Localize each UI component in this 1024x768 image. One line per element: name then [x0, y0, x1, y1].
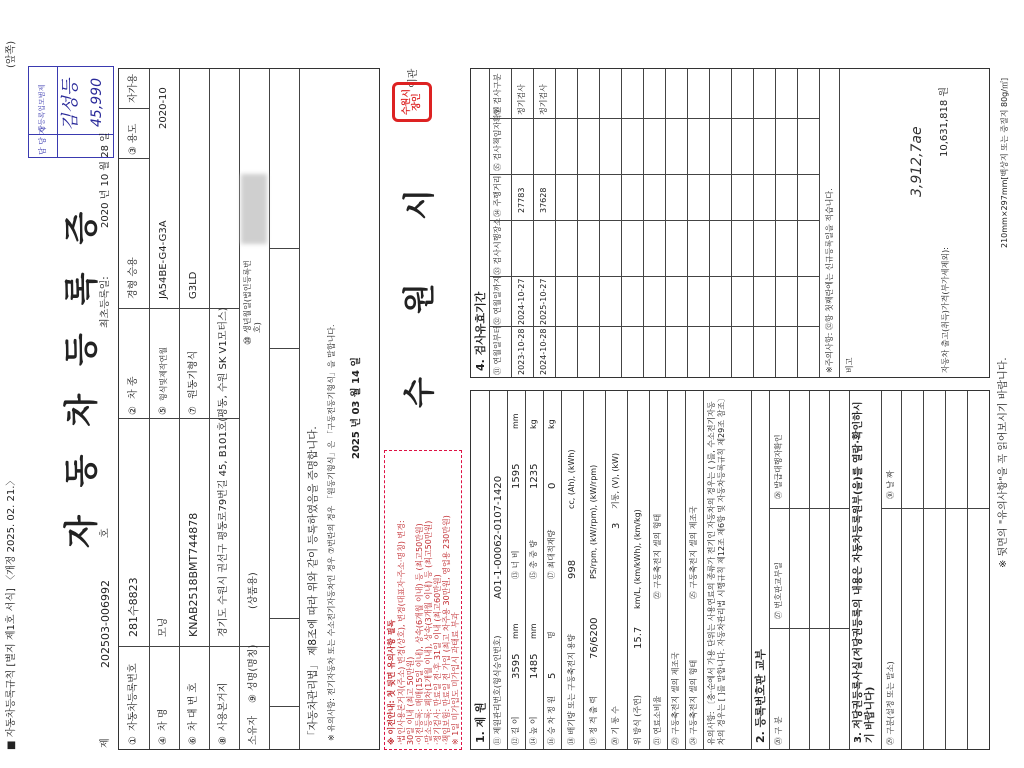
spec-label-length: ⑫ 길 이	[511, 716, 520, 745]
field-no-9: ⑨	[248, 694, 259, 703]
approval-label: ⑪ 제원관리번호(형식승인번호)	[493, 635, 502, 745]
document-title: 자 동 차 등 록 증	[62, 203, 102, 548]
spec-label-max-load: ⑰ 최대적재량	[547, 529, 556, 579]
spec-section-title: 1. 제 원	[474, 702, 487, 743]
field-value-base-location: 경기도 수원시 권선구 평동로79번길 45, B101호(평동, 수원 SK V1모터스)	[218, 307, 229, 637]
spec-label-displacement: ⑱ 배기량 또는 구동축전지 용량	[567, 634, 576, 745]
spec-unit-cylinders: 기통, (V), (kW)	[611, 452, 620, 509]
spec-value-length: 3595	[511, 653, 522, 679]
spec-label-height: ⑭ 높 이	[529, 716, 538, 745]
spec-unit-width: mm	[511, 413, 520, 429]
field-value-vehicle-type: 경형 승용	[128, 257, 139, 299]
manager-role-label: 담 당 자	[38, 126, 47, 155]
inspection-row-to: 2025-10-27	[539, 278, 548, 325]
field-label-usage: 용도	[128, 123, 139, 143]
price-label: 자동차 출고(취득)가격(부가세제외):	[941, 247, 950, 373]
issuer-transfer-mark: 이관	[408, 68, 419, 88]
plate-col-type: ⑳ 구 분	[774, 716, 783, 745]
inspection-header-mileage: ㉞ 주행거리	[493, 175, 502, 217]
spec-unit-power: PS/rpm, (kW/rpm), (kW/rpm)	[589, 464, 598, 579]
spec-label-cylinders: ⑳ 기 통 수	[611, 706, 620, 745]
field-label-birth-date: 생년월일(법인등록번호)	[243, 260, 262, 333]
field-value-owner-name: (상품용)	[248, 572, 259, 609]
field-value-plate-number: 281수8823	[127, 577, 140, 637]
plate-col-issue-date: ㉗ 번호판교부일	[774, 562, 783, 619]
inspection-row-kind: 정기검사	[539, 84, 548, 115]
paper-spec: 210mm×297mm[백상지 또는 중질지 80g/㎡]	[1000, 77, 1009, 248]
spec-unit-gross-weight: kg	[529, 419, 538, 429]
spec-unit-seats: 명	[547, 631, 556, 639]
issuer-name: 수 원 시	[400, 162, 438, 408]
spec-label-cell-type: ㉔ 구동축전지 셀의 형태	[689, 659, 698, 745]
manager-number: 45,990	[89, 78, 105, 127]
field-value-usage: 자가용	[128, 74, 139, 103]
transfer-notice-box	[384, 450, 462, 750]
transfer-notice-line: 30일 이내 (최고 50만원)	[406, 656, 415, 745]
spec-section	[470, 390, 990, 750]
spec-value-power: 76/6200	[589, 617, 600, 659]
field-label-base-location: 사용본거지	[218, 682, 229, 731]
doc-number: 202503-006992	[99, 580, 112, 668]
field-label-engine-type: 원동기형식	[188, 350, 199, 399]
mortgage-col-date: ㉚ 날 짜	[886, 470, 895, 499]
spec-label-gross-weight: ⑮ 총 중 량	[529, 540, 538, 579]
inspection-row-mileage: 27783	[517, 187, 526, 213]
vehicle-info-table	[118, 68, 380, 750]
spec-value-max-load: 0	[547, 482, 558, 489]
inspection-row-kind: 정기검사	[517, 84, 526, 115]
spec-label-seats: ⑯ 승 차 정 원	[547, 695, 556, 745]
mortgage-col-type: ㉙ 구분(설정 또는 말소)	[886, 661, 895, 745]
inspection-row-to: 2024-10-27	[517, 278, 526, 325]
field-value-model-name: 모닝	[158, 617, 169, 637]
inspection-row-from: 2023-10-28	[517, 328, 526, 375]
first-registration-date: 2020 년 10 월 28 일	[100, 132, 111, 228]
manager-dept-label: 상등록업모범제	[38, 84, 46, 132]
transfer-notice-line: ※ 1일 미가입도 미가입시 과태료 부과	[451, 612, 460, 745]
spec-note: 유의사항: 〔충·순에서 가용 단위는 사용연료의 종류가 전기인 자동차의 경우는 ( )를, 수소전기자동차의 경우는 [ ]를 말합니다. 자동차관리법 시행규칙 제12조 제6항 및 자동차등록규칙 제29조 참조〕	[707, 394, 726, 745]
spec-value-height: 1485	[529, 653, 540, 679]
spec-label-cell-maker: ㉓ 구동축전지 셀의 제조국	[671, 652, 680, 745]
spec-value-gross-weight: 1235	[529, 463, 540, 489]
field-no-7: ⑦	[188, 406, 199, 415]
transfer-notice-line: ·정기검사: 만료일 전·후 31일 이내 (최고60만원)	[433, 574, 442, 745]
rule-reference: ■ 자동차등록규칙 [별지 제1호 서식] 〈개정 2025. 02. 21.〉	[6, 475, 17, 750]
field-no-1: ①	[128, 736, 139, 745]
transfer-notice-title: ※ 이전안내: 첫 뒷면 유의사항 필독	[387, 619, 396, 745]
inspection-header-from: ㉛ 연월일부터	[493, 325, 502, 375]
spec-label-power: ⑲ 정 격 출 력	[589, 695, 598, 745]
field-label-vin: 차 대 번 호	[188, 682, 199, 731]
field-value-manufacture-date: 2020-10	[158, 87, 169, 129]
transfer-notice-line: ·법인사용본거지(주소) 변경(상호), 변경(대표자·주소·명칭) 변경:	[397, 520, 406, 745]
doc-number-label: 제	[100, 738, 111, 748]
spec-label-cell-shape: ㉕ 구동축전지 셀의 제조국	[689, 506, 698, 599]
field-no-4: ④	[158, 736, 169, 745]
inspection-section	[470, 68, 990, 378]
spec-unit-fuel: km/L, (km/kWh), (km/kg)	[633, 509, 642, 609]
handwritten-note: 3,912,7ae	[909, 126, 925, 197]
field-label-model-type: 형식및제작연월	[159, 346, 168, 401]
inspection-note: ※주의사항: ㉜항 첫째란에는 신규등록일을 적습니다.	[825, 188, 834, 373]
issue-date: 2025 년 03 월 14 일	[351, 356, 362, 459]
spec-value-seats: 5	[547, 672, 558, 679]
field-no-6: ⑥	[188, 736, 199, 745]
inspection-row-mileage: 37628	[539, 187, 548, 213]
plate-col-agent: ㉘ 발급대행자확인	[774, 434, 783, 499]
approval-number: A01-1-00062-0107-1420	[493, 475, 504, 599]
field-no-5: ⑤	[158, 406, 169, 415]
field-no-10: ⑩	[243, 336, 254, 345]
spec-label-energy: ㉒ 구동축전지 셀의 형태	[653, 513, 662, 599]
field-no-8: ⑧	[218, 736, 229, 745]
spec-unit-displacement: cc, (Ah), (kWh)	[567, 449, 576, 509]
price-value: 10,631,818 원	[939, 86, 950, 157]
inspection-header-to: ㉜ 연월일까지	[493, 275, 502, 325]
field-label-owner-name: 성명(명칭)	[248, 644, 259, 691]
spec-value-width: 1595	[511, 463, 522, 489]
transfer-notice-line: ·말소등록: 폐차(1개월 이내), 상속(3개월 이내) 등 (최고50만원)	[424, 520, 433, 745]
owner-label: 소유자	[248, 716, 259, 745]
manager-signature-name: 김성등	[60, 78, 81, 131]
spec-unit-height: mm	[529, 623, 538, 639]
spec-label-width: ⑬ 너 비	[511, 550, 520, 579]
inspection-header-place: ㉝ 검사시행장소	[493, 218, 502, 275]
field-value-engine-type: G3LD	[188, 271, 199, 299]
spec-value-cylinders: 3	[611, 522, 622, 529]
inspection-header-kind: ㊱ 검사구분	[493, 73, 502, 115]
field-no-3: ③	[128, 146, 139, 155]
spec-value-fuel: 15.7	[633, 626, 644, 649]
spec-label-fuel-basis: 위 방식 (주연)	[633, 695, 642, 745]
field-label-vehicle-type: 차 종	[128, 376, 139, 399]
mortgage-section-title: 3. 저당권등록사실(저당권등록의 내용은 자동차등록원부(을)를 열람·확인하시기 바랍니다)	[853, 401, 876, 743]
plate-section-title: 2. 등록번호판 교부	[754, 649, 767, 743]
spec-label-fuel-rate: ㉑ 연료소비율	[653, 695, 662, 745]
field-value-model-type: JA54BE-G4-G3A	[158, 220, 169, 299]
spec-unit-length: mm	[511, 623, 520, 639]
inspection-header-sign: ㉟ 검사책임자확인	[493, 106, 502, 171]
field-no-2: ②	[128, 406, 139, 415]
first-registration-label: 최초등록일:	[100, 276, 111, 328]
official-seal: 수원시장인	[392, 82, 432, 122]
transfer-notice-line: ·책임보험: 만료일 전 가입 (최고 차주용 30만원, 영업용 230만원)	[442, 515, 451, 745]
page-side-label: (앞쪽)	[6, 40, 17, 68]
inspection-row-from: 2024-10-28	[539, 328, 548, 375]
redacted-birth-date	[241, 174, 267, 244]
inspection-section-title: 4. 검사유효기간	[474, 291, 487, 371]
field-value-vin: KNAB2518BMT744878	[187, 512, 200, 637]
transfer-notice-line: ·이전등록: 매매(15일 이내), 상속(6개월 이내) 등 (최고50만원)	[415, 523, 424, 745]
field-label-model-name: 차 명	[158, 708, 169, 731]
certification-statement: 「자동차관리법」 제8조에 따라 위와 같이 등록하였음을 증명합니다.	[307, 426, 319, 741]
spec-unit-max-load: kg	[547, 419, 556, 429]
spec-value-displacement: 998	[567, 559, 578, 579]
ev-note-line: ※ 유의사항: 전기자동차 또는 수소전기자동차인 경우 ⑦번란의 경우 「원동기형식」은 「구동전동기형식」을 말합니다.	[327, 324, 336, 741]
back-notice: ※ 뒷면의 "유의사항"을 꼭 읽어보시기 바랍니다.	[998, 357, 1009, 568]
remarks-label: 비고	[845, 357, 854, 373]
doc-number-suffix: 호	[100, 528, 111, 538]
field-label-plate-number: 자동차등록번호	[128, 663, 139, 731]
